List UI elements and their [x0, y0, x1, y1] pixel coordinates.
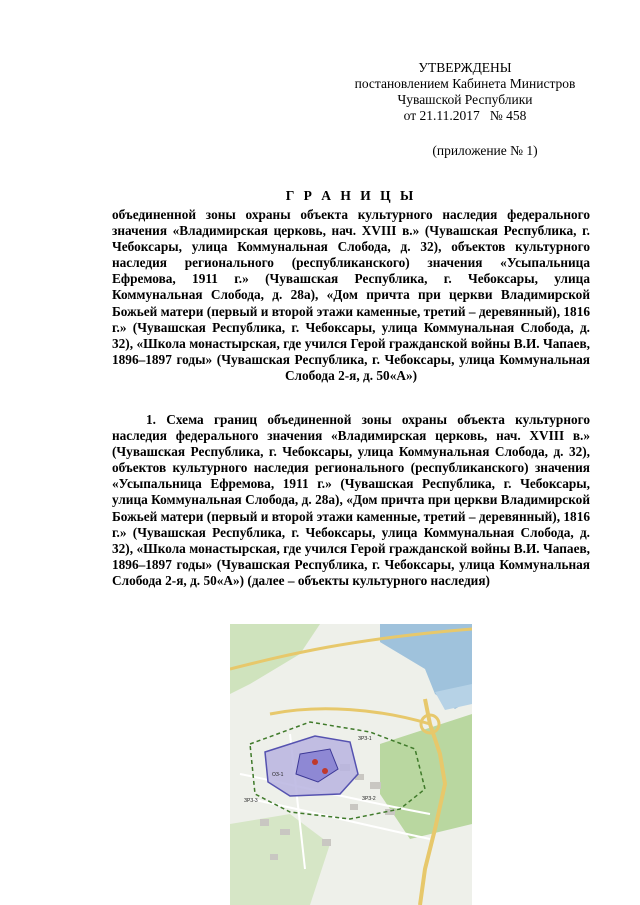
- approval-title: УТВЕРЖДЕНЫ: [418, 60, 512, 75]
- document-subtitle: объединенной зоны охраны объекта культурного наследия федерального значения «Владимирская церковь, нач. XVIII в.» (Чувашская Республика, г. Чебоксары, улица Коммунальная Слобода, д. 32), объектов культурного наследия регионального (республиканского) значения «Усыпальница Ефремова, 1911 г.» (Чувашская Республика, г. Чебоксары, улица Коммунальная Слобода, д. 28а), «Дом причта при церкви Владимирской Божьей матери (первый и второй этажи каменные, третий – деревянный), 1816 г.» (Чувашская Республика, г. Чебоксары, улица Коммунальная Слобода, д. 32), «Школа монастырская, где учился Герой гражданской войны В.И. Чапаев, 1896–1897 годы» (Чувашская Республика, г. Чебоксары, улица Коммунальная Слобода 2-я, д. 50«А»): [112, 207, 590, 383]
- zone-label: ЗРЗ-3: [244, 798, 258, 804]
- zone-map-figure: [230, 624, 472, 905]
- heritage-site-marker: [322, 768, 328, 774]
- document-title: Г Р А Н И Ц Ы: [285, 188, 417, 203]
- section-1-text: 1. Схема границ объединенной зоны охраны объекта культурного наследия федерального значения «Владимирская церковь, нач. XVIII в.» (Чувашская Республика, г. Чебоксары, улица Коммунальная Слобода, д. 32), объектов культурного наследия регионального (республиканского) значения «Усыпальница Ефремова, 1911 г.» (Чувашская Республика, г. Чебоксары, улица Коммунальная Слобода, д. 28а), «Дом причта при церкви Владимирской Божьей матери (первый и второй этажи каменные, третий – деревянный), 1816 г.» (Чувашская Республика, г. Чебоксары, улица Коммунальная Слобода, д. 32), «Школа монастырская, где учился Герой гражданской войны В.И. Чапаев, 1896–1897 годы» (Чувашская Республика, г. Чебоксары, улица Коммунальная Слобода 2-я, д. 50«А») (далее – объекты культурного наследия): [112, 412, 590, 588]
- approval-line-2: Чувашской Республики: [397, 92, 533, 107]
- heritage-site-marker: [312, 759, 318, 765]
- annex-label: (приложение № 1): [432, 143, 538, 158]
- zone-label: ЗРЗ-2: [362, 796, 376, 802]
- approval-block: [340, 60, 590, 124]
- approval-line-3: от 21.11.2017 № 458: [403, 108, 527, 123]
- zone-map: [230, 624, 472, 905]
- zone-label: ЗРЗ-1: [358, 736, 372, 742]
- zone-label: ОЗ-1: [272, 772, 284, 778]
- approval-line-1: постановлением Кабинета Министров: [354, 76, 576, 91]
